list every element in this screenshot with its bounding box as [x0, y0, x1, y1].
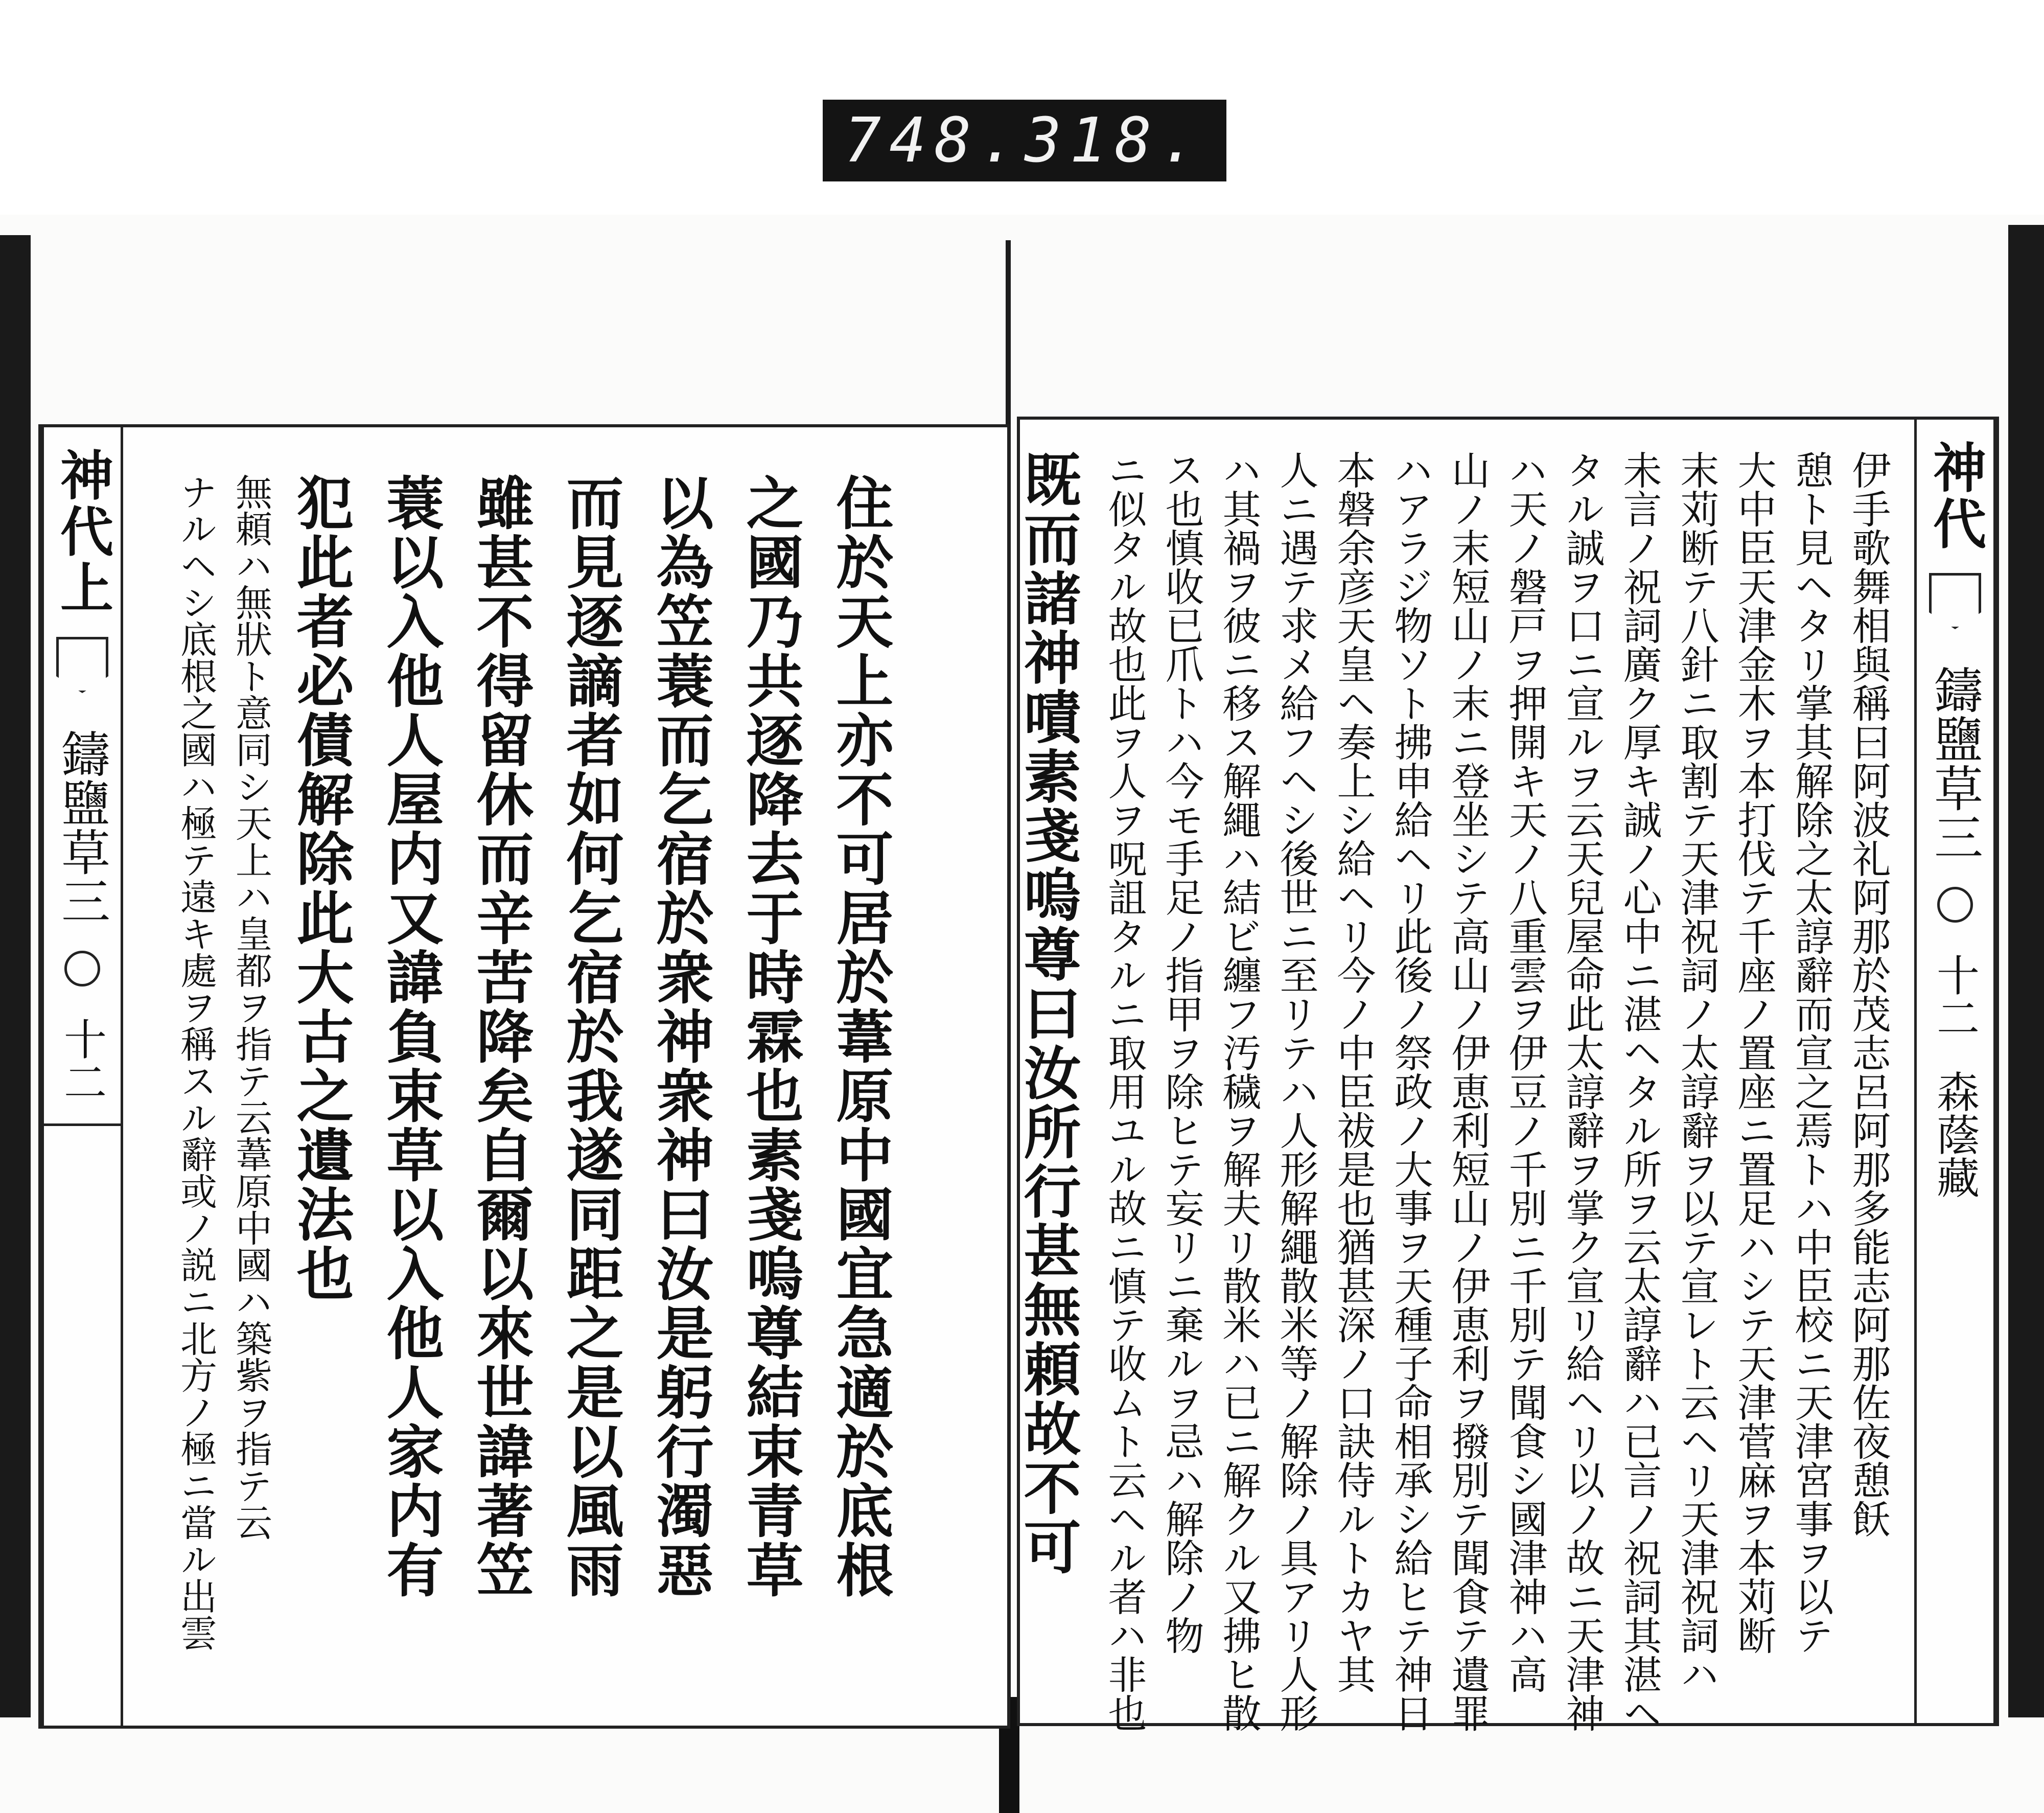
text-column: 蓑以入他人屋内又諱負束草以入他人家内有	[377, 473, 444, 1600]
commentary-column: タル誠ヲ口ニ宣ルヲ云天兒屋命此太諄辭ヲ掌ク宣リ給ヘリ以ノ故ニ天津神	[1560, 450, 1605, 1732]
margin-page-number: 十二	[57, 1017, 107, 1103]
left-page	[38, 424, 1010, 1729]
left-book-edge	[0, 235, 31, 1717]
commentary-column: 無頼ハ無狀ト意同シ天上ハ皇都ヲ指テ云葦原中國ハ築紫ヲ指テ云	[229, 473, 272, 1541]
commentary-column: ハアラジ物ソト拂申給ヘリ此後ノ祭政ノ大事ヲ天種子命相承シ給ヒテ神日	[1388, 450, 1433, 1732]
commentary-column: 本磐余彦天皇ヘ奏上シ給ヘリ今ノ中臣祓是也猶甚深ノ口訣侍ルトカヤ其	[1331, 450, 1376, 1693]
margin-subtitle: 鑄鹽草三	[53, 729, 111, 925]
text-column: 住於天上亦不可居於葦原中國宜急適於底根	[827, 473, 894, 1600]
fish-tail-mark	[1929, 573, 1981, 629]
commentary-column: ナルヘシ底根之國ハ極テ遠キ處ヲ稱スル辭或ノ説ニ北方ノ極ニ當ル出雲	[174, 473, 217, 1651]
commentary-column: 憩ト見ヘタリ掌其解除之太諄辭而宣之焉トハ中臣校ニ天津宮事ヲ以テ	[1788, 450, 1834, 1655]
margin-subtitle: 鑄鹽草三	[1926, 665, 1984, 861]
text-column: 之國乃共逐降去于時霖也素戔嗚尊結束青草	[737, 473, 804, 1600]
commentary-column: 大中臣天津金木ヲ本打伐テ千座ノ置座ニ置足ハシテ天津菅麻ヲ本苅断	[1731, 450, 1777, 1655]
margin-title: 神代上	[51, 448, 114, 616]
right-text-columns	[1014, 450, 1899, 1732]
commentary-column: 未言ノ祝詞廣ク厚キ誠ノ心中ニ湛ヘタル所ヲ云太諄辭ハ已言ノ祝詞其湛ヘ	[1617, 450, 1662, 1732]
right-page	[1014, 417, 1999, 1732]
left-text-columns	[92, 473, 910, 1690]
commentary-column: ニ似タル故也此ヲ人ヲ呪詛タルニ取用ユル故ニ慎テ收ムト云ヘル者ハ非也	[1102, 450, 1147, 1732]
margin-page-number: 十二	[1930, 953, 1980, 1039]
commentary-column: ス也慎收已爪トハ今モ手足ノ指甲ヲ除ヒテ妄リニ棄ルヲ忌ハ解除ノ物	[1159, 450, 1204, 1655]
margin-title: 神代	[1924, 440, 1987, 553]
commentary-column: 山ノ末短山ノ末ニ登坐シテ高山ノ伊恵利短山ノ伊恵利ヲ撥別テ聞食テ遺罪	[1445, 450, 1491, 1732]
text-column: 而見逐謫者如何乞宿於我遂同距之是以風雨	[557, 473, 624, 1600]
text-column: 以為笠蓑而乞宿於衆神衆神曰汝是躬行濁惡	[647, 473, 714, 1600]
right-book-edge	[2008, 225, 2044, 1717]
commentary-column: 伊手歌舞相與稱曰阿波礼阿那於茂志呂阿那多能志阿那佐夜憩飫	[1846, 450, 1891, 1538]
text-column: 既而諸神嘖素戔嗚尊曰汝所行甚無頼故不可	[1014, 450, 1081, 1577]
commentary-column: ハ天ノ磐戸ヲ押開キ天ノ八重雲ヲ伊豆ノ千別ニ千別テ聞食シ國津神ハ高	[1502, 450, 1548, 1693]
archive-stamp: 748.318.	[823, 100, 1226, 181]
commentary-column: 末苅断テ八針ニ取割テ天津祝詞ノ太諄辭ヲ以テ宣レト云ヘリ天津祝詞ハ	[1674, 450, 1720, 1693]
owner-seal-text: 森蔭藏	[1930, 1070, 1980, 1199]
right-page-margin-strip	[1914, 420, 1996, 1723]
margin-ring-mark	[1937, 887, 1973, 923]
commentary-column: 人ニ遇テ求メ給フヘシ後世ニ至リテハ人形解繩散米等ノ解除ノ具アリ人形	[1273, 450, 1319, 1732]
commentary-column: ハ其禍ヲ彼ニ移ス解繩ハ結ビ纏フ汚穢ヲ解夫リ散米ハ已ニ解クル又拂ヒ散	[1216, 450, 1262, 1732]
text-column: 犯此者必債解除此大古之遺法也	[287, 473, 354, 1303]
text-column: 雖甚不得留休而辛苦降矣自爾以來世諱著笠	[467, 473, 534, 1600]
